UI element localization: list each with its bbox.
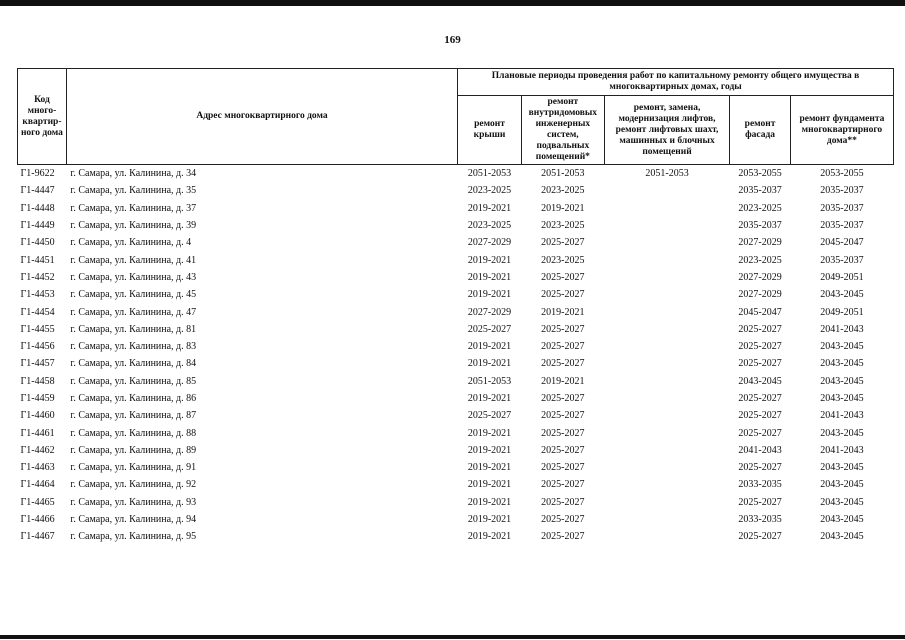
cell-roof: 2023-2025 [467, 185, 512, 197]
cell-foundation: 2043-2045 [820, 496, 864, 508]
cell-facade: 2035-2037 [738, 185, 782, 197]
cell-foundation: 2041-2043 [820, 323, 864, 335]
cell-address: г. Самара, ул. Калинина, д. 88 [70, 427, 197, 439]
cell-roof: 2019-2021 [467, 358, 512, 370]
cell-foundation: 2053-2055 [820, 168, 864, 180]
cell-code: Г1-4448 [20, 202, 55, 214]
cell-foundation: 2043-2045 [820, 393, 864, 404]
repair-plan-table [17, 68, 894, 546]
cell-systems: 2051-2053 [541, 168, 585, 180]
cell-lifts [604, 338, 729, 355]
cell-lifts [604, 459, 729, 476]
cell-systems: 2023-2025 [541, 220, 585, 232]
cell-code: Г1-4455 [20, 323, 55, 335]
cell-code: Г1-4465 [20, 496, 55, 508]
cell-facade: 2027-2029 [738, 289, 782, 301]
cell-facade: 2033-2035 [738, 479, 782, 491]
cell-address: г. Самара, ул. Калинина, д. 37 [70, 202, 197, 214]
cell-code: Г1-4467 [20, 531, 55, 543]
header-facade: ремонт фасада [730, 96, 791, 165]
table-row [18, 251, 894, 268]
cell-code: Г1-4457 [20, 358, 55, 370]
cell-code: Г1-4450 [20, 237, 55, 249]
top-border [0, 0, 905, 6]
cell-address: г. Самара, ул. Калинина, д. 84 [70, 358, 197, 370]
cell-lifts [604, 321, 729, 338]
cell-roof: 2019-2021 [467, 341, 512, 353]
cell-facade: 2025-2027 [738, 323, 782, 335]
cell-code: Г1-4451 [20, 254, 55, 266]
header-periods-group: Плановые периоды проведения работ по капитальному ремонту общего имущества в многоквартирных домах, годы [458, 69, 894, 96]
cell-address: г. Самара, ул. Калинина, д. 85 [70, 375, 197, 387]
cell-facade: 2025-2027 [738, 496, 782, 508]
cell-facade: 2041-2043 [738, 444, 782, 456]
cell-lifts [604, 390, 729, 407]
cell-facade: 2033-2035 [738, 514, 782, 526]
cell-roof: 2027-2029 [467, 237, 512, 249]
cell-address: г. Самара, ул. Калинина, д. 4 [70, 237, 192, 249]
cell-code: Г1-4460 [20, 410, 55, 422]
cell-roof: 2019-2021 [467, 444, 512, 456]
table-row [18, 407, 894, 424]
cell-facade: 2025-2027 [738, 462, 782, 474]
table-row [18, 459, 894, 476]
table-row [18, 200, 894, 217]
cell-lifts [604, 251, 729, 268]
table-row [18, 476, 894, 493]
cell-lifts [604, 286, 729, 303]
cell-lifts [604, 442, 729, 459]
bottom-border [0, 635, 905, 639]
cell-code: Г1-4466 [20, 514, 55, 526]
cell-foundation: 2043-2045 [820, 427, 864, 439]
table-row [18, 355, 894, 372]
cell-roof: 2019-2021 [467, 531, 512, 543]
cell-lifts [604, 528, 729, 545]
cell-foundation: 2043-2045 [820, 462, 864, 474]
table-row [18, 165, 894, 183]
cell-lifts [604, 234, 729, 251]
cell-lifts: 2051-2053 [645, 168, 689, 180]
cell-systems: 2025-2027 [541, 323, 585, 335]
cell-address: г. Самара, ул. Калинина, д. 47 [70, 306, 197, 318]
cell-lifts [604, 303, 729, 320]
table-row [18, 511, 894, 528]
cell-roof: 2019-2021 [467, 496, 512, 508]
cell-facade: 2025-2027 [738, 393, 782, 404]
cell-foundation: 2043-2045 [820, 341, 864, 353]
cell-facade: 2023-2025 [738, 254, 782, 266]
cell-systems: 2019-2021 [541, 202, 585, 214]
cell-address: г. Самара, ул. Калинина, д. 35 [70, 185, 197, 197]
cell-systems: 2025-2027 [541, 341, 585, 353]
cell-address: г. Самара, ул. Калинина, д. 95 [70, 531, 197, 543]
cell-address: г. Самара, ул. Калинина, д. 86 [70, 393, 197, 404]
cell-systems: 2025-2027 [541, 393, 585, 404]
cell-address: г. Самара, ул. Калинина, д. 41 [70, 254, 197, 266]
cell-lifts [604, 182, 729, 199]
cell-roof: 2025-2027 [467, 323, 512, 335]
cell-systems: 2025-2027 [541, 479, 585, 491]
cell-lifts [604, 355, 729, 372]
cell-foundation: 2035-2037 [820, 254, 864, 266]
cell-foundation: 2049-2051 [820, 306, 864, 318]
table-row [18, 269, 894, 286]
header-lifts: ремонт, замена, модернизация лифтов, ремонт лифтовых шахт, машинных и блочных помещений [604, 96, 729, 165]
cell-code: Г1-4461 [20, 427, 55, 439]
cell-foundation: 2043-2045 [820, 514, 864, 526]
cell-lifts [604, 269, 729, 286]
header-roof: ремонт крыши [458, 96, 522, 165]
table-row [18, 390, 894, 407]
cell-lifts [604, 494, 729, 511]
cell-facade: 2045-2047 [738, 306, 782, 318]
cell-roof: 2019-2021 [467, 514, 512, 526]
cell-foundation: 2041-2043 [820, 444, 864, 456]
header-foundation: ремонт фундамента многоквартирного дома** [790, 96, 893, 165]
cell-facade: 2025-2027 [738, 358, 782, 370]
header-code: Код много-квартир-ного дома [18, 69, 67, 165]
cell-code: Г1-4452 [20, 271, 55, 283]
cell-address: г. Самара, ул. Калинина, д. 45 [70, 289, 197, 301]
cell-code: Г1-4462 [20, 444, 55, 456]
page-number: 169 [444, 34, 461, 46]
table-row [18, 234, 894, 251]
cell-address: г. Самара, ул. Калинина, д. 39 [70, 220, 197, 232]
cell-systems: 2019-2021 [541, 375, 585, 387]
cell-roof: 2019-2021 [467, 271, 512, 283]
cell-roof: 2019-2021 [467, 393, 512, 404]
cell-foundation: 2041-2043 [820, 410, 864, 422]
cell-foundation: 2043-2045 [820, 531, 864, 543]
cell-facade: 2025-2027 [738, 427, 782, 439]
cell-facade: 2025-2027 [738, 531, 782, 543]
cell-lifts [604, 373, 729, 390]
table-row [18, 338, 894, 355]
cell-roof: 2019-2021 [467, 427, 512, 439]
cell-systems: 2025-2027 [541, 271, 585, 283]
table-row [18, 373, 894, 390]
cell-roof: 2027-2029 [467, 306, 512, 318]
cell-facade: 2035-2037 [738, 220, 782, 232]
cell-lifts [604, 217, 729, 234]
cell-lifts [604, 476, 729, 493]
cell-facade: 2023-2025 [738, 202, 782, 214]
cell-foundation: 2043-2045 [820, 289, 864, 301]
cell-systems: 2025-2027 [541, 237, 585, 249]
cell-systems: 2019-2021 [541, 306, 585, 318]
cell-address: г. Самара, ул. Калинина, д. 92 [70, 479, 197, 491]
cell-address: г. Самара, ул. Калинина, д. 81 [70, 323, 197, 335]
cell-foundation: 2035-2037 [820, 220, 864, 232]
cell-address: г. Самара, ул. Калинина, д. 43 [70, 271, 197, 283]
cell-facade: 2027-2029 [738, 237, 782, 249]
cell-foundation: 2043-2045 [820, 375, 864, 387]
cell-facade: 2025-2027 [738, 410, 782, 422]
table-row [18, 494, 894, 511]
cell-code: Г1-4449 [20, 220, 55, 232]
cell-address: г. Самара, ул. Калинина, д. 34 [70, 168, 197, 180]
cell-code: Г1-4447 [20, 185, 55, 197]
table-row [18, 217, 894, 234]
cell-systems: 2025-2027 [541, 496, 585, 508]
cell-foundation: 2043-2045 [820, 358, 864, 370]
cell-foundation: 2035-2037 [820, 202, 864, 214]
cell-roof: 2023-2025 [467, 220, 512, 232]
cell-roof: 2019-2021 [467, 202, 512, 214]
table-row [18, 442, 894, 459]
table-row [18, 182, 894, 199]
cell-systems: 2025-2027 [541, 410, 585, 422]
cell-facade: 2053-2055 [738, 168, 782, 180]
cell-facade: 2027-2029 [738, 271, 782, 283]
cell-code: Г1-4458 [20, 375, 55, 387]
cell-address: г. Самара, ул. Калинина, д. 87 [70, 410, 197, 422]
cell-roof: 2051-2053 [467, 375, 512, 387]
table-row [18, 303, 894, 320]
cell-roof: 2051-2053 [467, 168, 512, 180]
table-body [18, 165, 894, 546]
cell-roof: 2019-2021 [467, 289, 512, 301]
cell-systems: 2025-2027 [541, 444, 585, 456]
cell-systems: 2025-2027 [541, 427, 585, 439]
cell-roof: 2019-2021 [467, 462, 512, 474]
cell-roof: 2019-2021 [467, 254, 512, 266]
header-address: Адрес многоквартирного дома [66, 69, 457, 165]
cell-roof: 2019-2021 [467, 479, 512, 491]
cell-address: г. Самара, ул. Калинина, д. 91 [70, 462, 197, 474]
cell-systems: 2025-2027 [541, 514, 585, 526]
cell-code: Г1-4459 [20, 393, 55, 404]
cell-address: г. Самара, ул. Калинина, д. 89 [70, 444, 197, 456]
cell-address: г. Самара, ул. Калинина, д. 94 [70, 514, 197, 526]
cell-code: Г1-4453 [20, 289, 55, 301]
cell-lifts [604, 407, 729, 424]
cell-code: Г1-4463 [20, 462, 55, 474]
cell-systems: 2025-2027 [541, 462, 585, 474]
cell-foundation: 2043-2045 [820, 479, 864, 491]
cell-systems: 2025-2027 [541, 289, 585, 301]
cell-lifts [604, 424, 729, 441]
table-row [18, 528, 894, 545]
cell-code: Г1-4454 [20, 306, 55, 318]
cell-roof: 2025-2027 [467, 410, 512, 422]
cell-lifts [604, 511, 729, 528]
table-row [18, 424, 894, 441]
cell-facade: 2043-2045 [738, 375, 782, 387]
cell-address: г. Самара, ул. Калинина, д. 83 [70, 341, 197, 353]
cell-code: Г1-4456 [20, 341, 55, 353]
cell-code: Г1-9622 [20, 168, 55, 180]
cell-lifts [604, 200, 729, 217]
cell-code: Г1-4464 [20, 479, 55, 491]
cell-foundation: 2045-2047 [820, 237, 864, 249]
cell-foundation: 2049-2051 [820, 271, 864, 283]
cell-systems: 2025-2027 [541, 531, 585, 543]
cell-systems: 2023-2025 [541, 185, 585, 197]
header-systems: ремонт внутридомовых инженерных систем, подвальных помещений* [521, 96, 604, 165]
cell-address: г. Самара, ул. Калинина, д. 93 [70, 496, 197, 508]
cell-systems: 2025-2027 [541, 358, 585, 370]
table-row [18, 286, 894, 303]
cell-systems: 2023-2025 [541, 254, 585, 266]
cell-foundation: 2035-2037 [820, 185, 864, 197]
cell-facade: 2025-2027 [738, 341, 782, 353]
table-row [18, 321, 894, 338]
